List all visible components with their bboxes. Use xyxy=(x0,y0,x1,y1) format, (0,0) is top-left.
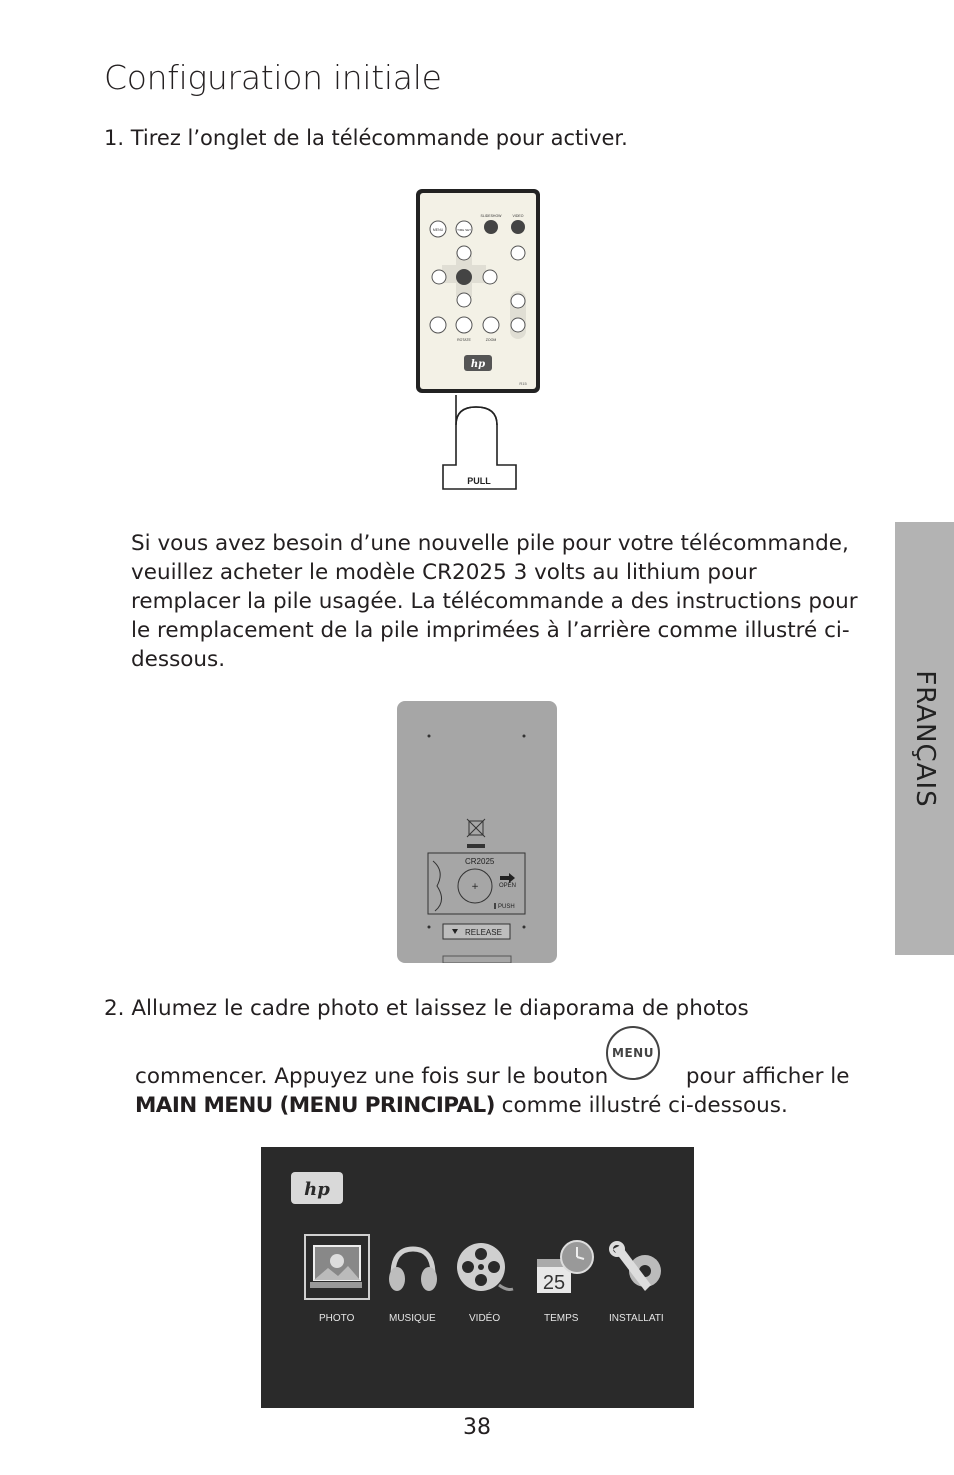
svg-text:hp: hp xyxy=(470,359,486,370)
rotate-button-icon xyxy=(456,317,472,333)
svg-text:R15: R15 xyxy=(519,381,527,386)
menu-label-photo: PHOTO xyxy=(319,1313,355,1324)
slideshow-button-icon xyxy=(484,220,498,234)
calendar-clock-icon xyxy=(533,1237,595,1297)
step-1-text: 1. Tirez l’onglet de la télécommande pour activer. xyxy=(104,126,628,150)
zoom-button-icon xyxy=(483,317,499,333)
page-number: 38 xyxy=(463,1415,491,1440)
headphones-icon xyxy=(385,1241,441,1297)
copy-button-icon xyxy=(430,317,446,333)
menu-label-settings: INSTALLATI xyxy=(609,1313,664,1324)
svg-text:+: + xyxy=(471,882,479,892)
svg-text:hp: hp xyxy=(304,1179,330,1200)
svg-text:SLIDESHOW: SLIDESHOW xyxy=(480,214,502,218)
tools-icon xyxy=(607,1241,669,1297)
page-title: Configuration initiale xyxy=(104,58,442,97)
svg-text:ZOOM: ZOOM xyxy=(485,338,497,342)
svg-text:CR2025: CR2025 xyxy=(465,857,495,866)
battery-paragraph: Si vous avez besoin d’une nouvelle pile pour votre télécommande, veuillez acheter le modèle CR2025 3 volts au lithium pour remplacer la pile usagée. La télécommande a des instructions pour le remplacement de la pile imprimées à l’arrière comme illustré ci-dessous. xyxy=(131,531,858,672)
main-menu-bold: MAIN MENU (MENU PRINCIPAL) xyxy=(135,1093,495,1118)
svg-text:TIME SET: TIME SET xyxy=(457,228,471,232)
menu-label-music: MUSIQUE xyxy=(389,1313,436,1324)
step-2-continued: commencer. Appuyez une fois sur le bouton pour afficher le MAIN MENU (MENU PRINCIPAL) comme illustré ci-dessous. xyxy=(135,1064,850,1118)
svg-text:MENU: MENU xyxy=(432,228,444,232)
pull-label: PULL xyxy=(467,476,491,486)
hp-logo-icon xyxy=(291,1172,343,1204)
svg-text:PUSH: PUSH xyxy=(498,904,515,910)
svg-text:RELEASE: RELEASE xyxy=(465,928,502,937)
photo-icon xyxy=(304,1234,370,1300)
svg-text:VIDEO: VIDEO xyxy=(512,214,524,218)
svg-text:ROTATE: ROTATE xyxy=(457,338,471,342)
main-menu-screen xyxy=(261,1147,694,1408)
language-label: FRANÇAIS xyxy=(909,669,940,808)
film-reel-icon xyxy=(455,1241,515,1297)
step-2-text: 2. Allumez le cadre photo et laissez le diaporama de photos xyxy=(104,996,749,1021)
play-pause-button-icon xyxy=(456,269,472,285)
video-button-icon xyxy=(511,220,525,234)
svg-text:OPEN: OPEN xyxy=(499,883,517,889)
remote-front-illustration xyxy=(410,185,550,495)
menu-label-video: VIDÉO xyxy=(469,1313,501,1324)
brightness-button-icon xyxy=(511,246,525,260)
remote-back-illustration xyxy=(397,701,557,963)
pull-tab xyxy=(443,395,516,489)
menu-label-time: TEMPS xyxy=(544,1313,579,1324)
menu-button-icon: MENU xyxy=(606,1026,660,1080)
language-side-tab xyxy=(895,522,954,955)
svg-text:25: 25 xyxy=(542,1272,566,1294)
